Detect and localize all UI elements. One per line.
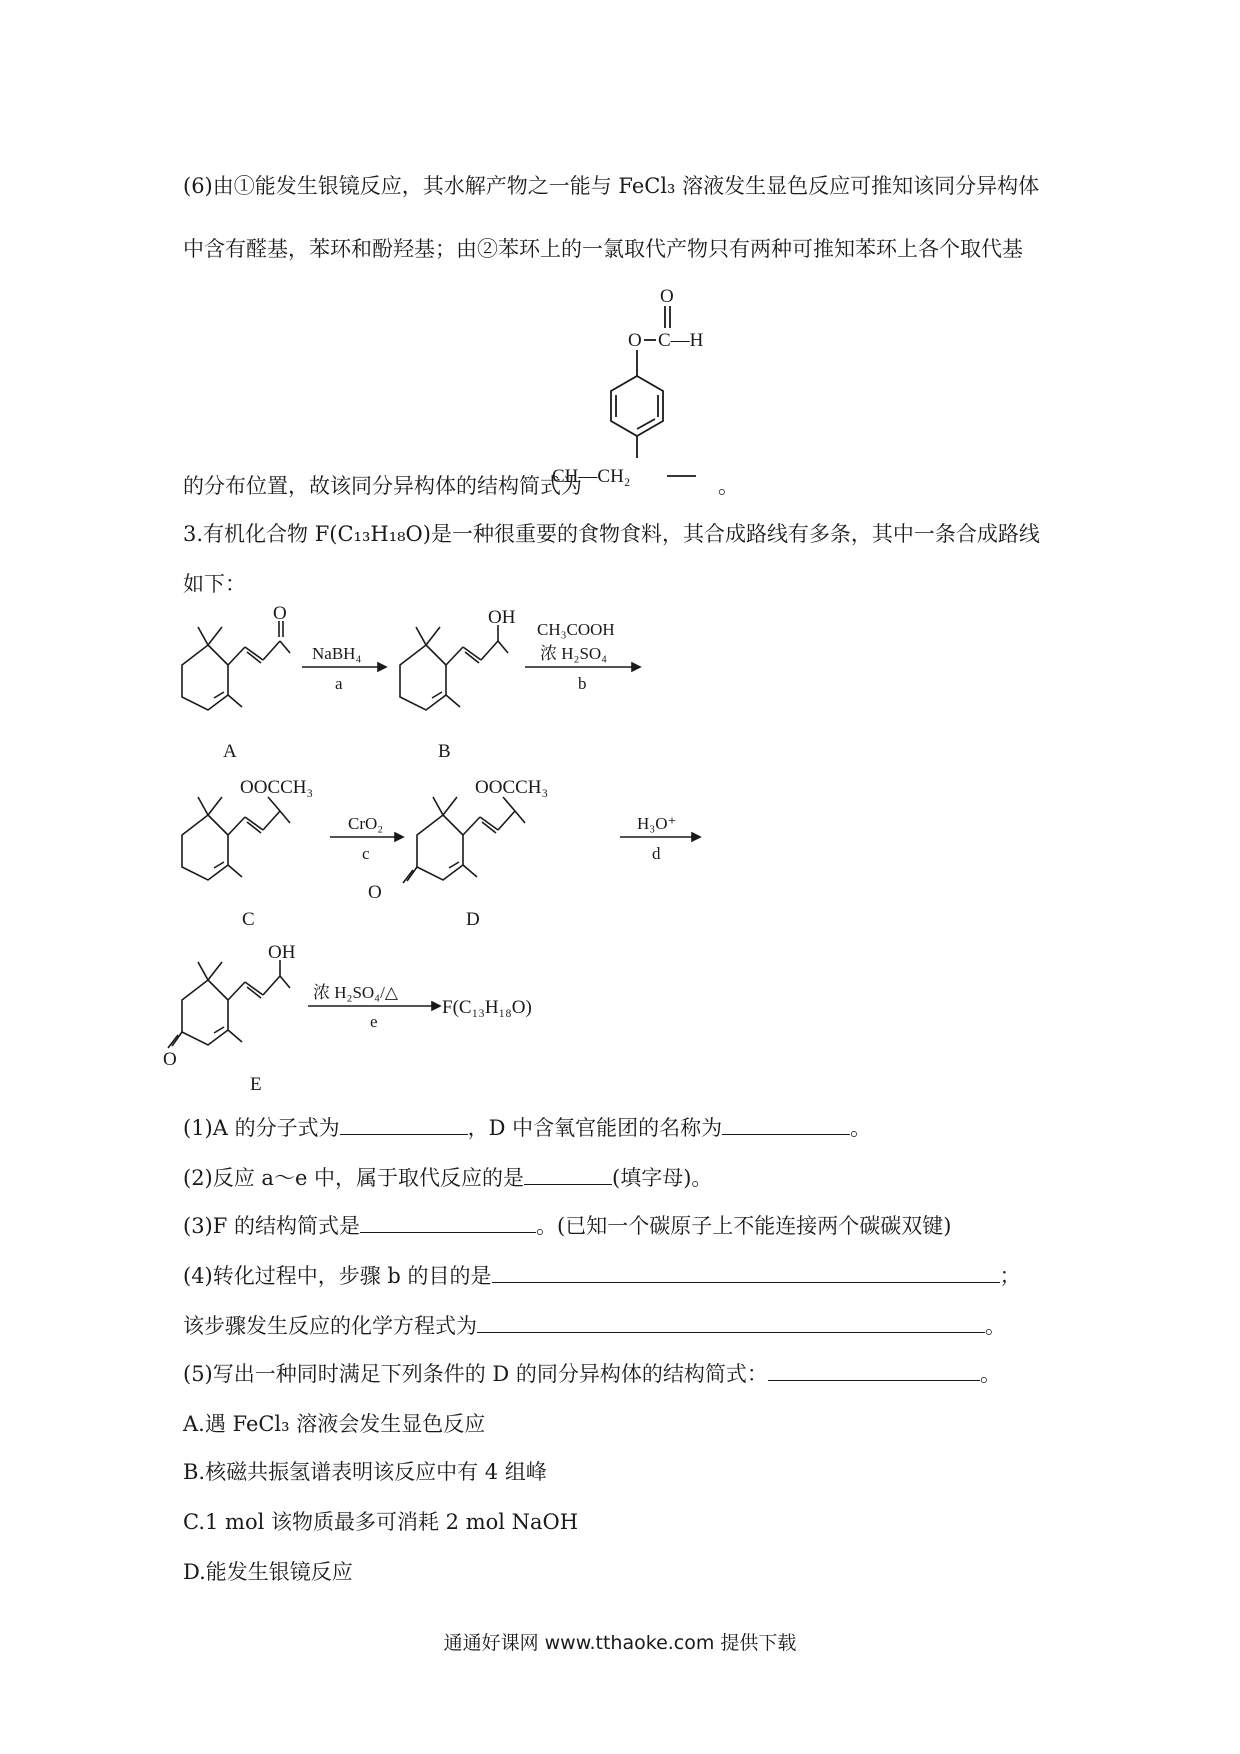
q2-text-a: (2)反应 a～e 中，属于取代反应的是 bbox=[183, 1166, 525, 1190]
q3-text-b: 。(已知一个碳原子上不能连接两个碳碳双键) bbox=[536, 1214, 952, 1238]
arrow-e-label: e bbox=[370, 1012, 378, 1031]
compound-e-skeleton bbox=[168, 960, 290, 1048]
para6-end-mark: 。 bbox=[718, 474, 739, 498]
q2-blank[interactable] bbox=[524, 1165, 612, 1185]
d-acetate: OOCCH₃ bbox=[475, 777, 549, 798]
para6-line3: 的分布位置，故该同分异构体的结构简式为 bbox=[183, 474, 582, 498]
formyl-ch-label: C—H bbox=[658, 330, 704, 351]
q4-text-b: ； bbox=[999, 1264, 1021, 1288]
q3-blank[interactable] bbox=[360, 1213, 536, 1233]
arrow-a-label: a bbox=[335, 674, 343, 693]
compound-d-label: D bbox=[466, 909, 480, 930]
question-3 bbox=[183, 1210, 951, 1240]
arrow-e-reagent: 浓 H₂SO₄/△ bbox=[313, 983, 398, 1002]
compound-b-skeleton bbox=[400, 625, 508, 710]
question-4-line1 bbox=[183, 1260, 1021, 1290]
a-ketone-oxygen: O bbox=[273, 603, 287, 624]
product-f: F(C₁₃H₁₈O) bbox=[442, 997, 532, 1018]
compound-a-skeleton bbox=[182, 621, 290, 710]
q1-text-a: (1)A 的分子式为 bbox=[183, 1116, 340, 1140]
q4-text-d: 。 bbox=[985, 1314, 1006, 1338]
synthesis-scheme bbox=[163, 603, 1070, 1105]
q2-text-b: (填字母)。 bbox=[612, 1166, 713, 1190]
arrow-b-reagent2: 浓 H₂SO₄ bbox=[540, 644, 608, 663]
q3-intro-line2: 如下： bbox=[183, 572, 246, 596]
condition-d: D.能发生银镜反应 bbox=[183, 1560, 353, 1584]
e-hydroxyl: OH bbox=[268, 942, 296, 963]
q3-intro-line1: 3.有机化合物 F(C₁₃H₁₈O)是一种很重要的食物食料，其合成路线有多条，其中一条合成路线 bbox=[183, 522, 1040, 546]
q1-blank-group[interactable] bbox=[722, 1115, 850, 1135]
compound-a-label: A bbox=[223, 741, 237, 762]
q1-text-c: 。 bbox=[850, 1116, 872, 1140]
condition-a: A.遇 FeCl₃ 溶液会发生显色反应 bbox=[183, 1412, 486, 1436]
question-4-line2 bbox=[183, 1310, 1006, 1340]
compound-d-skeleton bbox=[403, 797, 525, 883]
condition-c: C.1 mol 该物质最多可消耗 2 mol NaOH bbox=[183, 1510, 579, 1534]
para6-line1: (6)由①能发生银镜反应，其水解产物之一能与 FeCl₃ 溶液发生显色反应可推知该同分异构体 bbox=[183, 174, 1040, 198]
page-footer: 通通好课网 www.tthaoke.com 提供下载 bbox=[443, 1632, 797, 1654]
d-ring-oxygen: O bbox=[368, 882, 382, 903]
question-2 bbox=[183, 1162, 712, 1192]
para6-line2: 中含有醛基，苯环和酚羟基；由②苯环上的一氯取代产物只有两种可推知苯环上各个取代基 bbox=[183, 237, 1023, 261]
compound-b-label: B bbox=[438, 741, 451, 762]
q5-blank[interactable] bbox=[768, 1361, 980, 1381]
e-ring-oxygen: O bbox=[163, 1049, 177, 1070]
question-1 bbox=[183, 1112, 871, 1142]
carbonyl-oxygen-label: O bbox=[660, 286, 674, 307]
formate-ester-structure bbox=[552, 280, 740, 495]
q1-text-b: ，D 中含氧官能团的名称为 bbox=[467, 1116, 723, 1140]
arrow-b-reagent1: CH₃COOH bbox=[537, 620, 615, 639]
ester-oxygen-label: O bbox=[628, 330, 642, 351]
q4-text-c: 该步骤发生反应的化学方程式为 bbox=[183, 1314, 477, 1338]
q5-text-b: 。 bbox=[979, 1362, 1001, 1386]
q5-text-a: (5)写出一种同时满足下列条件的 D 的同分异构体的结构简式： bbox=[183, 1362, 768, 1386]
q4-blank-purpose[interactable] bbox=[492, 1263, 1000, 1283]
arrow-d-label: d bbox=[652, 844, 661, 863]
arrow-c-reagent: CrO₂ bbox=[348, 814, 384, 833]
b-hydroxyl: OH bbox=[488, 607, 516, 628]
q4-text-a: (4)转化过程中，步骤 b 的目的是 bbox=[183, 1264, 492, 1288]
compound-c-skeleton bbox=[182, 797, 290, 880]
condition-b: B.核磁共振氢谱表明该反应中有 4 组峰 bbox=[183, 1460, 547, 1484]
q1-blank-formula[interactable] bbox=[340, 1115, 468, 1135]
compound-c-label: C bbox=[242, 909, 255, 930]
compound-e-label: E bbox=[250, 1074, 262, 1095]
arrow-b-label: b bbox=[578, 674, 587, 693]
arrow-c-label: c bbox=[362, 844, 370, 863]
ethylidene-label: CH—CH₂ bbox=[552, 466, 631, 487]
question-5 bbox=[183, 1358, 1001, 1388]
q4-blank-equation[interactable] bbox=[477, 1313, 985, 1333]
arrow-d-reagent: H₃O⁺ bbox=[637, 814, 677, 833]
c-acetate: OOCCH₃ bbox=[240, 777, 314, 798]
arrow-a-reagent: NaBH₄ bbox=[312, 644, 362, 663]
q3-text-a: (3)F 的结构简式是 bbox=[183, 1214, 360, 1238]
